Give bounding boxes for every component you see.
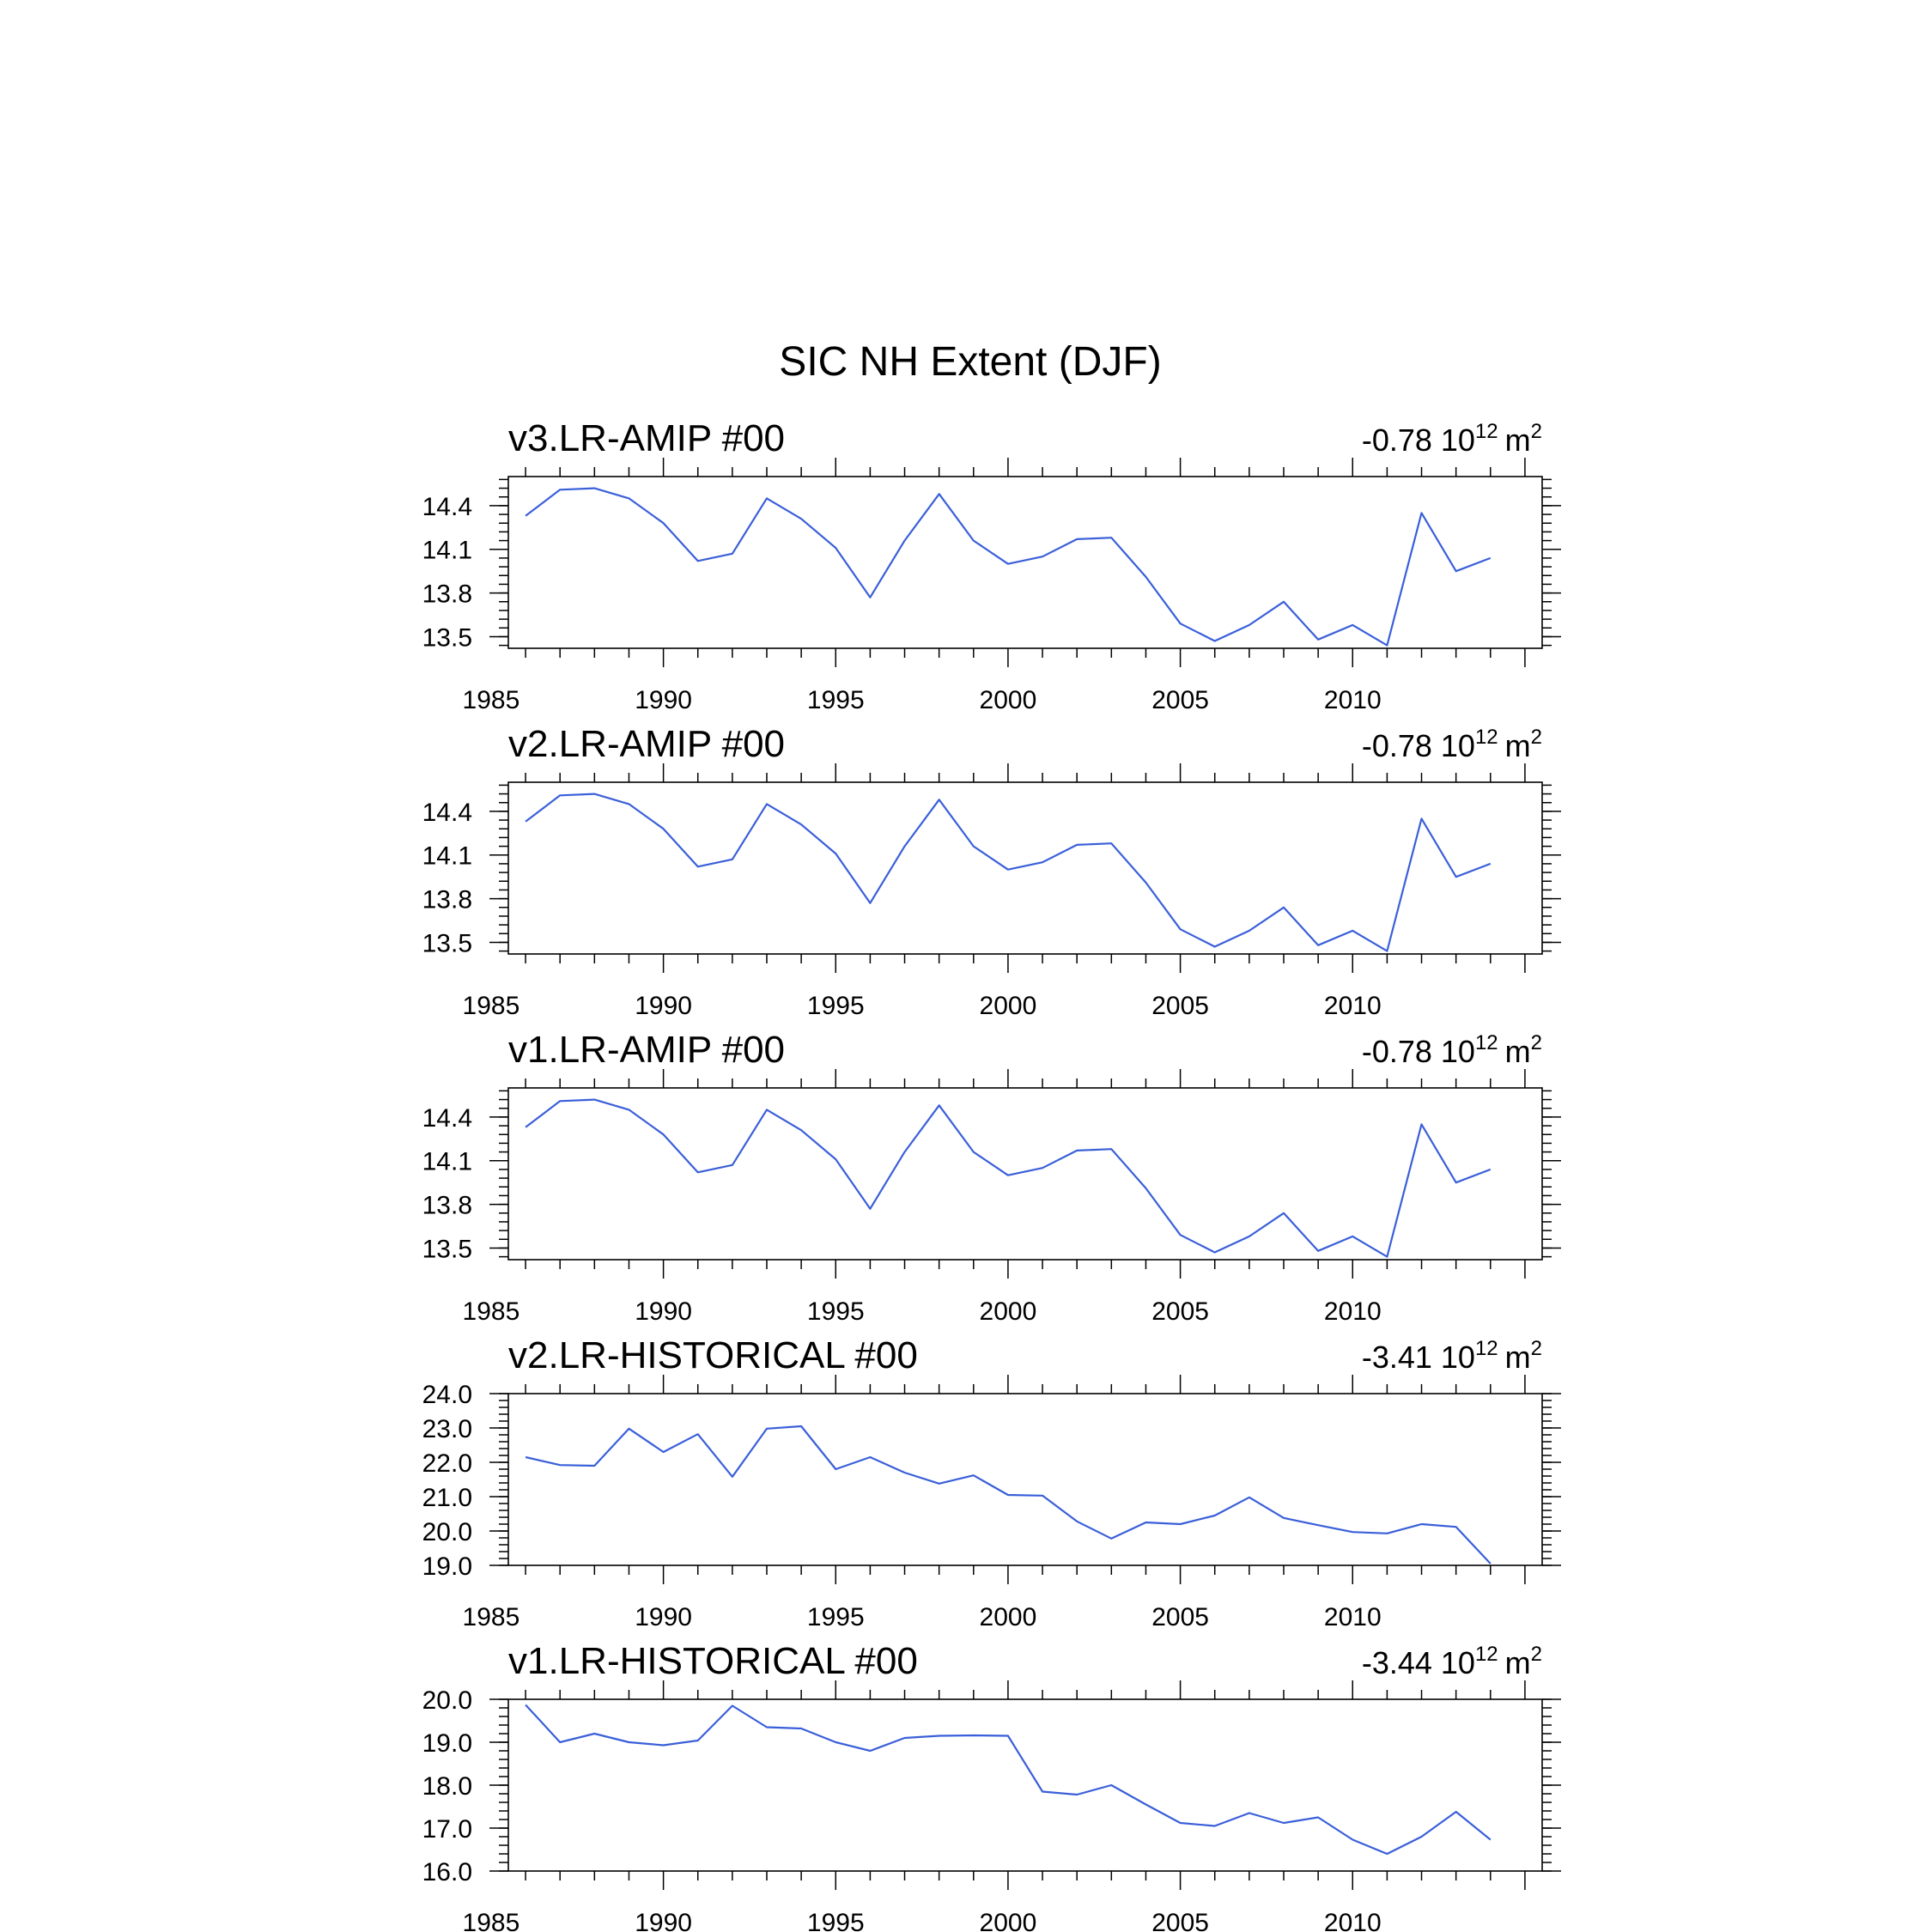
x-tick-label: 1985: [462, 686, 520, 714]
y-tick-label: 14.4: [422, 1103, 472, 1133]
trend-label: [1362, 420, 1542, 458]
plot-frame: [508, 477, 1542, 648]
x-tick-label: 2010: [1323, 686, 1382, 714]
panel-title: v1.LR-HISTORICAL #00: [508, 1640, 918, 1682]
x-tick-label: 1995: [806, 1297, 865, 1326]
trend-label: [1362, 1031, 1542, 1069]
y-tick-label: 18.0: [422, 1772, 472, 1801]
y-tick-label: 21.0: [422, 1484, 472, 1512]
y-tick-label: 14.4: [422, 798, 472, 827]
trend-unit-exponent: 2: [1530, 420, 1542, 443]
series-line: [526, 1705, 1491, 1855]
panel-title: v2.LR-AMIP #00: [508, 723, 786, 765]
panel-3: [422, 1029, 1561, 1326]
plot-frame: [508, 1394, 1542, 1565]
trend-unit: m: [1504, 728, 1531, 763]
plot-frame: [508, 1088, 1542, 1260]
trend-unit: m: [1504, 1645, 1531, 1680]
x-tick-label: 2005: [1151, 1603, 1209, 1631]
y-tick-label: 23.0: [422, 1415, 472, 1443]
trend-unit-exponent: 2: [1530, 1643, 1542, 1666]
x-tick-label: 2000: [979, 1297, 1037, 1326]
x-tick-label: 1985: [462, 1909, 520, 1932]
series-line: [526, 489, 1491, 646]
x-tick-label: 2010: [1323, 1909, 1382, 1932]
x-tick-label: 1990: [635, 992, 692, 1020]
y-tick-label: 24.0: [422, 1381, 472, 1409]
panel-1: [422, 417, 1561, 714]
plot-frame: [508, 1699, 1542, 1871]
x-tick-label: 1990: [635, 686, 692, 714]
x-tick-label: 1990: [635, 1909, 692, 1932]
plot-frame: [508, 782, 1542, 954]
trend-exponent: 12: [1474, 420, 1498, 443]
trend-unit: m: [1504, 422, 1531, 458]
trend-exponent: 12: [1474, 1643, 1498, 1666]
y-tick-label: 22.0: [422, 1449, 472, 1478]
y-tick-label: 16.0: [422, 1858, 472, 1886]
x-tick-label: 1995: [806, 1603, 865, 1631]
x-tick-label: 2000: [979, 686, 1037, 714]
y-tick-label: 14.1: [422, 1147, 472, 1176]
x-tick-label: 1995: [806, 1909, 865, 1932]
trend-value: -3.41 10: [1361, 1340, 1475, 1375]
x-tick-label: 1995: [806, 992, 865, 1020]
x-tick-label: 1985: [462, 1297, 520, 1326]
series-line: [526, 1100, 1491, 1257]
x-tick-label: 2005: [1151, 992, 1209, 1020]
x-tick-label: 2005: [1151, 1909, 1209, 1932]
y-tick-label: 13.5: [422, 929, 472, 958]
x-tick-label: 2010: [1323, 1297, 1382, 1326]
y-tick-label: 13.8: [422, 580, 472, 609]
x-tick-label: 2000: [979, 1603, 1037, 1631]
panel-4: [422, 1334, 1561, 1631]
x-tick-label: 2000: [979, 992, 1037, 1020]
trend-exponent: 12: [1474, 1337, 1498, 1360]
panel-title: v3.LR-AMIP #00: [508, 417, 786, 459]
x-tick-label: 1990: [635, 1603, 692, 1631]
trend-value: -0.78 10: [1361, 422, 1475, 458]
y-tick-label: 17.0: [422, 1815, 472, 1844]
y-tick-label: 20.0: [422, 1686, 472, 1715]
series-line: [526, 1426, 1491, 1564]
panel-2: [422, 723, 1561, 1020]
trend-unit: m: [1504, 1034, 1531, 1069]
figure-title: SIC NH Extent (DJF): [779, 339, 1162, 385]
x-tick-label: 2005: [1151, 1297, 1209, 1326]
x-tick-label: 1985: [462, 1603, 520, 1631]
trend-value: -0.78 10: [1361, 1034, 1475, 1069]
y-tick-label: 19.0: [422, 1552, 472, 1581]
trend-label: [1362, 1337, 1542, 1375]
panel-title: v1.LR-AMIP #00: [508, 1029, 786, 1071]
y-tick-label: 14.1: [422, 841, 472, 871]
x-tick-label: 2000: [979, 1909, 1037, 1932]
panel-5: [422, 1640, 1561, 1932]
panels-group: [422, 417, 1561, 1932]
y-tick-label: 20.0: [422, 1518, 472, 1546]
y-tick-label: 13.8: [422, 1191, 472, 1220]
x-tick-label: 2010: [1323, 1603, 1382, 1631]
x-tick-label: 2010: [1323, 992, 1382, 1020]
panel-title: v2.LR-HISTORICAL #00: [508, 1334, 918, 1376]
x-tick-label: 2005: [1151, 686, 1209, 714]
trend-unit: m: [1504, 1340, 1531, 1375]
x-tick-label: 1990: [635, 1297, 692, 1326]
y-tick-label: 13.8: [422, 885, 472, 914]
trend-value: -3.44 10: [1361, 1645, 1475, 1680]
trend-unit-exponent: 2: [1530, 1337, 1542, 1360]
trend-unit-exponent: 2: [1530, 1031, 1542, 1054]
x-tick-label: 1995: [806, 686, 865, 714]
y-tick-label: 13.5: [422, 623, 472, 653]
series-line: [526, 794, 1491, 951]
y-tick-label: 14.1: [422, 536, 472, 565]
trend-label: [1362, 726, 1542, 763]
trend-value: -0.78 10: [1361, 728, 1475, 763]
trend-exponent: 12: [1474, 726, 1498, 749]
y-tick-label: 13.5: [422, 1235, 472, 1264]
trend-label: [1362, 1643, 1542, 1680]
trend-unit-exponent: 2: [1530, 726, 1542, 749]
y-tick-label: 14.4: [422, 492, 472, 521]
trend-exponent: 12: [1474, 1031, 1498, 1054]
x-tick-label: 1985: [462, 992, 520, 1020]
y-tick-label: 19.0: [422, 1729, 472, 1758]
